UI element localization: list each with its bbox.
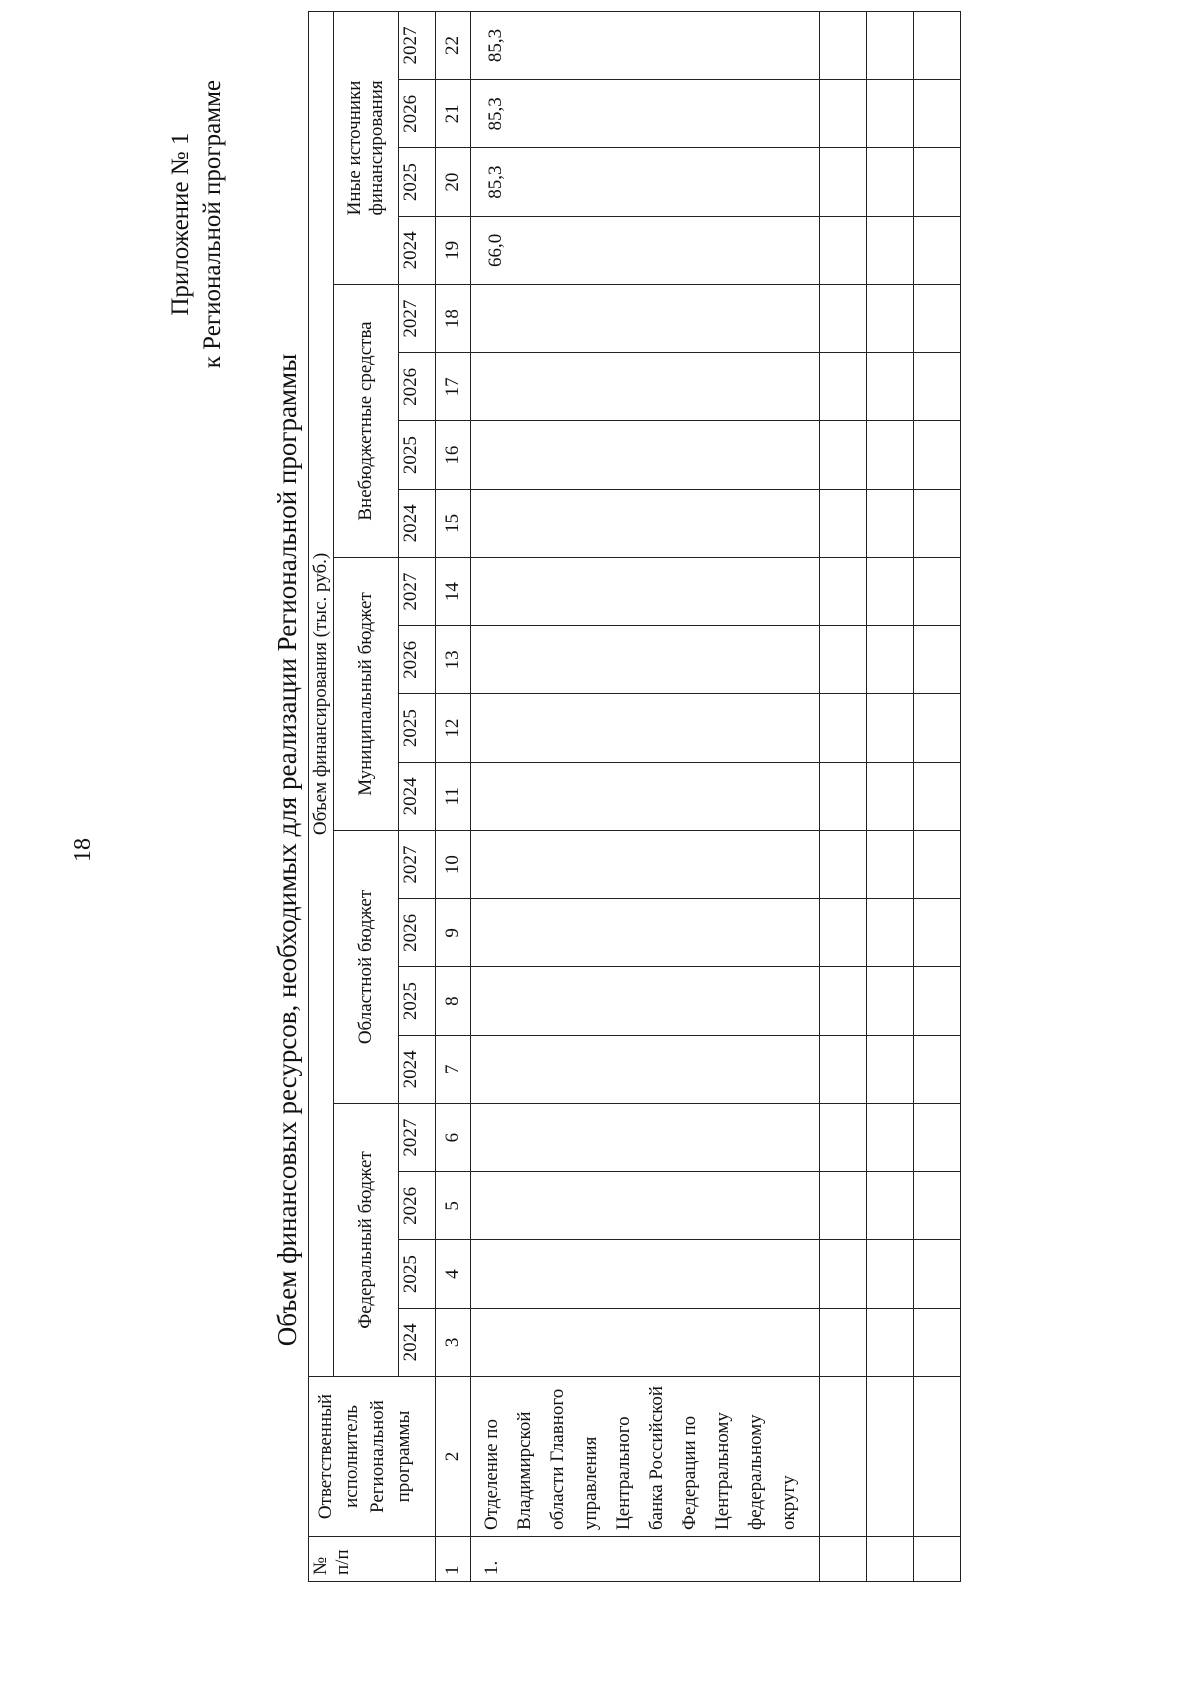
empty-cell: [867, 967, 914, 1035]
column-number: 3: [436, 1308, 471, 1376]
empty-cell: [914, 1537, 961, 1582]
year-header: 2024: [399, 1308, 436, 1376]
year-header: 2026: [399, 80, 436, 148]
column-number: 13: [436, 626, 471, 694]
year-header: 2025: [399, 694, 436, 762]
value-cell: [471, 1104, 820, 1172]
year-header: 2025: [399, 967, 436, 1035]
empty-cell: [867, 216, 914, 284]
column-number: 2: [436, 1377, 471, 1537]
row-number: 1.: [471, 1537, 820, 1582]
value-cell: 85,3: [471, 11, 820, 79]
year-header: 2027: [399, 558, 436, 626]
empty-cell: [914, 1035, 961, 1103]
appendix-line-1: Приложение № 1: [167, 132, 194, 316]
empty-cell: [914, 899, 961, 967]
header-responsible: Ответственный исполнитель Региональной программы: [309, 1377, 436, 1537]
empty-cell: [867, 421, 914, 489]
empty-cell: [867, 11, 914, 79]
empty-cell: [867, 1104, 914, 1172]
empty-cell: [867, 694, 914, 762]
year-header: 2026: [399, 626, 436, 694]
empty-cell: [820, 80, 867, 148]
empty-cell: [867, 899, 914, 967]
empty-cell: [914, 421, 961, 489]
table-row: [471, 11, 820, 1581]
empty-cell: [914, 1104, 961, 1172]
column-number-row: [436, 11, 471, 1581]
empty-cell: [820, 1377, 867, 1537]
empty-cell: [914, 1172, 961, 1240]
year-header: 2025: [399, 1240, 436, 1308]
value-cell: [471, 967, 820, 1035]
group-header-row: [334, 11, 399, 1581]
year-header: 2027: [399, 1104, 436, 1172]
empty-cell: [914, 216, 961, 284]
group-header: Федеральный бюджет: [334, 1104, 399, 1377]
empty-row: [914, 11, 961, 1581]
empty-cell: [914, 148, 961, 216]
appendix-line-2: к Региональной программе: [199, 80, 226, 369]
document-title: Объем финансовых ресурсов, необходимых для реализации Региональной программы: [272, 353, 302, 1347]
empty-cell: [867, 558, 914, 626]
empty-cell: [820, 1035, 867, 1103]
column-number: 5: [436, 1172, 471, 1240]
empty-cell: [867, 1172, 914, 1240]
column-number: 7: [436, 1035, 471, 1103]
empty-cell: [867, 148, 914, 216]
empty-cell: [914, 694, 961, 762]
value-cell: [471, 421, 820, 489]
empty-cell: [820, 353, 867, 421]
empty-cell: [867, 80, 914, 148]
year-header: 2026: [399, 353, 436, 421]
year-header: 2024: [399, 216, 436, 284]
empty-cell: [914, 489, 961, 557]
column-number: 14: [436, 558, 471, 626]
financing-table: [308, 11, 961, 1582]
empty-cell: [820, 831, 867, 899]
empty-cell: [820, 626, 867, 694]
empty-cell: [914, 1377, 961, 1537]
year-header-row: [399, 11, 436, 1581]
header-num: № п/п: [309, 1537, 436, 1582]
column-number: 11: [436, 762, 471, 830]
value-cell: [471, 558, 820, 626]
year-header: 2025: [399, 148, 436, 216]
column-number: 17: [436, 353, 471, 421]
year-header: 2025: [399, 421, 436, 489]
page-number: 18: [70, 838, 96, 862]
value-cell: [471, 489, 820, 557]
table-body: [436, 11, 961, 1581]
group-header: Областной бюджет: [334, 831, 399, 1104]
year-header: 2027: [399, 831, 436, 899]
column-number: 20: [436, 148, 471, 216]
year-header: 2026: [399, 1172, 436, 1240]
empty-cell: [820, 148, 867, 216]
value-cell: 85,3: [471, 80, 820, 148]
value-cell: [471, 762, 820, 830]
value-cell: 85,3: [471, 148, 820, 216]
value-cell: [471, 353, 820, 421]
value-cell: [471, 1308, 820, 1376]
value-cell: [471, 694, 820, 762]
empty-cell: [820, 967, 867, 1035]
empty-cell: [867, 285, 914, 353]
empty-cell: [914, 353, 961, 421]
value-cell: [471, 899, 820, 967]
empty-cell: [914, 967, 961, 1035]
year-header: 2024: [399, 1035, 436, 1103]
value-cell: [471, 831, 820, 899]
empty-cell: [914, 626, 961, 694]
empty-cell: [914, 1240, 961, 1308]
appendix-label: [165, 80, 229, 368]
empty-cell: [820, 285, 867, 353]
empty-cell: [914, 831, 961, 899]
empty-cell: [914, 80, 961, 148]
empty-row: [820, 11, 867, 1581]
value-cell: 66,0: [471, 216, 820, 284]
empty-cell: [914, 558, 961, 626]
year-header: 2026: [399, 899, 436, 967]
empty-cell: [867, 353, 914, 421]
value-cell: [471, 1172, 820, 1240]
empty-cell: [867, 1377, 914, 1537]
column-number: 1: [436, 1537, 471, 1582]
column-number: 12: [436, 694, 471, 762]
value-cell: [471, 1035, 820, 1103]
empty-cell: [820, 558, 867, 626]
empty-cell: [867, 831, 914, 899]
column-number: 21: [436, 80, 471, 148]
empty-cell: [914, 285, 961, 353]
empty-cell: [867, 762, 914, 830]
empty-row: [867, 11, 914, 1581]
empty-cell: [867, 1308, 914, 1376]
empty-cell: [820, 1104, 867, 1172]
header-volume: Объем финансирования (тыс. руб.): [309, 11, 334, 1376]
value-cell: [471, 626, 820, 694]
value-cell: [471, 285, 820, 353]
year-header: 2027: [399, 11, 436, 79]
column-number: 6: [436, 1104, 471, 1172]
empty-cell: [914, 762, 961, 830]
column-number: 19: [436, 216, 471, 284]
column-number: 15: [436, 489, 471, 557]
empty-cell: [820, 1240, 867, 1308]
column-number: 10: [436, 831, 471, 899]
executor-name: Отделение по Владимирской области Главного управления Центрального банка Российской Федерации по Центральному федеральному округу: [471, 1377, 820, 1537]
empty-cell: [820, 899, 867, 967]
empty-cell: [820, 1537, 867, 1582]
empty-cell: [867, 1537, 914, 1582]
empty-cell: [820, 11, 867, 79]
empty-cell: [867, 489, 914, 557]
group-header: Муниципальный бюджет: [334, 558, 399, 831]
empty-cell: [914, 1308, 961, 1376]
empty-cell: [914, 11, 961, 79]
empty-cell: [820, 216, 867, 284]
year-header: 2027: [399, 285, 436, 353]
column-number: 8: [436, 967, 471, 1035]
column-number: 4: [436, 1240, 471, 1308]
column-number: 16: [436, 421, 471, 489]
column-number: 18: [436, 285, 471, 353]
group-header: Внебюджетные средства: [334, 285, 399, 558]
column-number: 22: [436, 11, 471, 79]
empty-cell: [820, 694, 867, 762]
group-header: Иные источники финансирования: [334, 11, 399, 284]
year-header: 2024: [399, 762, 436, 830]
empty-cell: [820, 421, 867, 489]
year-header: 2024: [399, 489, 436, 557]
empty-cell: [867, 1035, 914, 1103]
column-number: 9: [436, 899, 471, 967]
empty-cell: [820, 1172, 867, 1240]
empty-cell: [820, 1308, 867, 1376]
value-cell: [471, 1240, 820, 1308]
empty-cell: [867, 626, 914, 694]
empty-cell: [820, 762, 867, 830]
empty-cell: [820, 489, 867, 557]
empty-cell: [867, 1240, 914, 1308]
